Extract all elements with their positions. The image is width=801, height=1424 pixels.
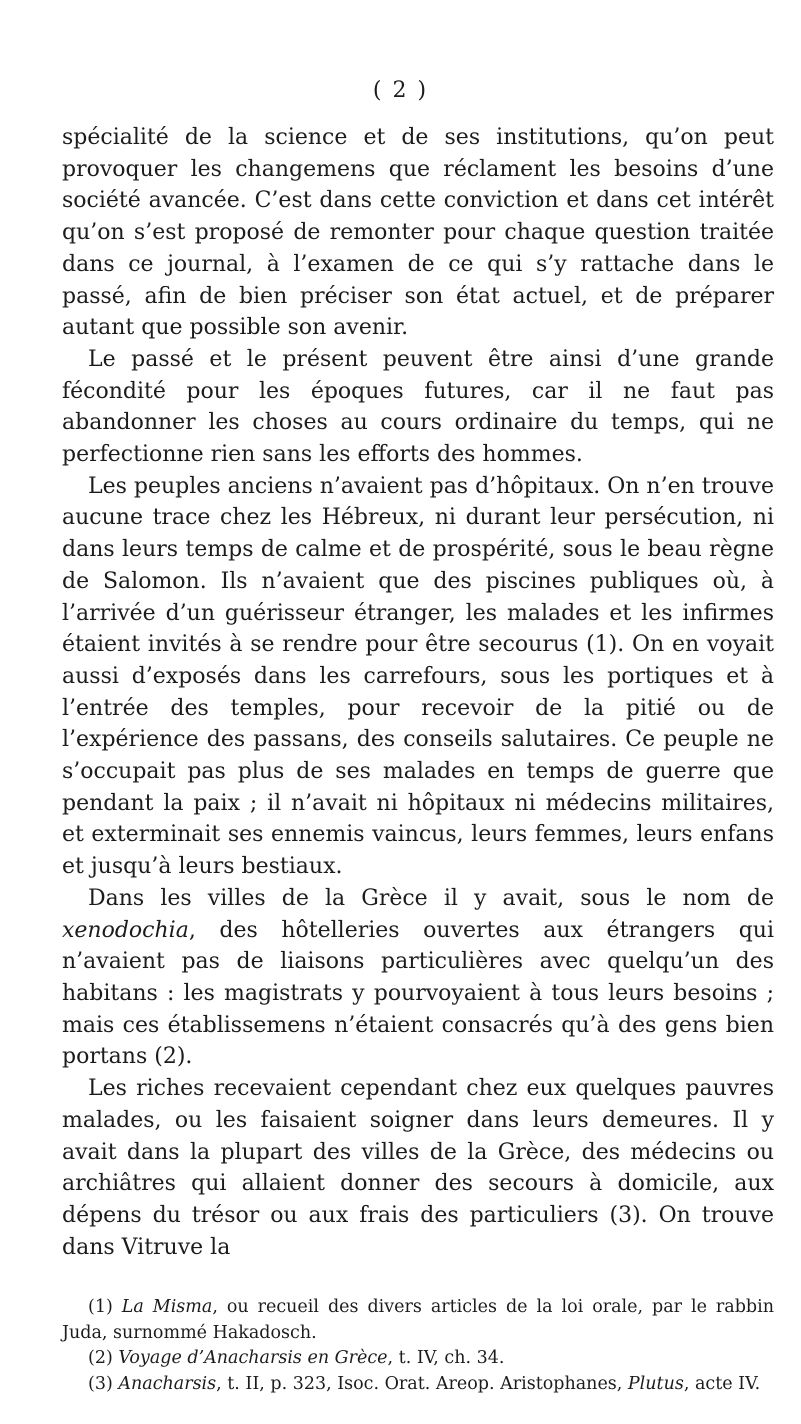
footnote-1-mark: (1) [88, 1297, 122, 1317]
footnote-1-text: , ou recueil des divers articles de la loi orale, par le rabbin Juda, surnommé Hakadosch. [62, 1297, 774, 1343]
footnote-3-text-2: , acte IV. [683, 1373, 761, 1394]
paragraph-4 [62, 883, 774, 1073]
term-xenodochia: xenodochia [62, 917, 189, 943]
footnote-2-mark: (2) [88, 1348, 119, 1368]
paragraph-4-text-b: , des hôtelleries ouvertes aux étrangers qui n’avaient pas de liaisons particulières avec quelqu’un des habitans : les magistrats y pourvoyaient à tous leurs besoins ; mais ces établissemens n’étaient consacrés qu’à des gens bien portans (2). [62, 917, 774, 1070]
paragraph-1: spécialité de la science et de ses institutions, qu’on peut provoquer les changemens que réclament les besoins d’une société avancée. C’est dans cette conviction et dans cet intérêt qu’on s’est proposé de remonter pour chaque question traitée dans ce journal, à l’examen de ce qui s’y rattache dans le passé, afin de bien préciser son état actuel, et de préparer autant que possible son avenir. [62, 125, 774, 341]
paragraph-4-text-a: Dans les villes de la Grèce il y avait, sous le nom de [88, 885, 774, 911]
footnote-1-title: La Misma [121, 1297, 213, 1317]
paragraph-3: Les peuples anciens n’avaient pas d’hôpitaux. On n’en trouve aucune trace chez les Hébreux, ni durant leur persécution, ni dans leurs temps de calme et de prospérité, sous le beau règne de Salomon. Ils n’avaient que des piscines publiques où, à l’arrivée d’un guérisseur étranger, les malades et les infirmes étaient invités à se rendre pour être secourus (1). On en voyait aussi d’exposés dans les carrefours, sous les portiques et à l’entrée des temples, pour recevoir de la pitié ou de l’expérience des passans, des conseils salutaires. Ce peuple ne s’occupait pas plus de ses malades en temps de guerre que pendant la paix ; il n’avait ni hôpitaux ni médecins militaires, et exterminait ses ennemis vaincus, leurs femmes, leurs enfans et jusqu’à leurs bestiaux. [62, 473, 774, 880]
paragraph-2: Le passé et le présent peuvent être ainsi d’une grande fécondité pour les époques futures, car il ne faut pas abandonner les choses au cours ordinaire du temps, qui ne perfectionne rien sans les efforts des hommes. [62, 346, 774, 468]
page-number: ( 2 ) [372, 78, 429, 103]
footnote-2-title: Voyage d’Anacharsis en Grèce [118, 1348, 388, 1368]
footnote-2-text: , t. IV, ch. 34. [387, 1348, 505, 1368]
paragraph-5-text-a: Les riches recevaient cependant chez eux quelques pauvres malades, ou les faisaient soigner dans leurs demeures. Il y avait dans la plupart des villes de la Grèce, des médecins ou archiâtres qui allaient donner des secours à domicile, aux dépens du trésor ou aux frais des particuliers (3). On trouve dans [62, 1076, 774, 1260]
paragraph-5-text-b: Vitruve la [121, 1234, 231, 1260]
footnote-3 [62, 1372, 774, 1398]
footnote-1 [62, 1295, 774, 1346]
body-text [62, 122, 774, 1263]
footnote-3-title: Anacharsis [118, 1373, 217, 1394]
footnote-3-mark: (3) [88, 1373, 119, 1394]
footnote-3-title-2: Plutus [627, 1373, 684, 1394]
paragraph-5 [62, 1073, 774, 1263]
footnote-2 [62, 1346, 774, 1372]
footnotes [62, 1295, 774, 1397]
footnote-3-text: , t. II, p. 323, Isoc. Orat. Areop. Aristophanes, [216, 1373, 628, 1394]
